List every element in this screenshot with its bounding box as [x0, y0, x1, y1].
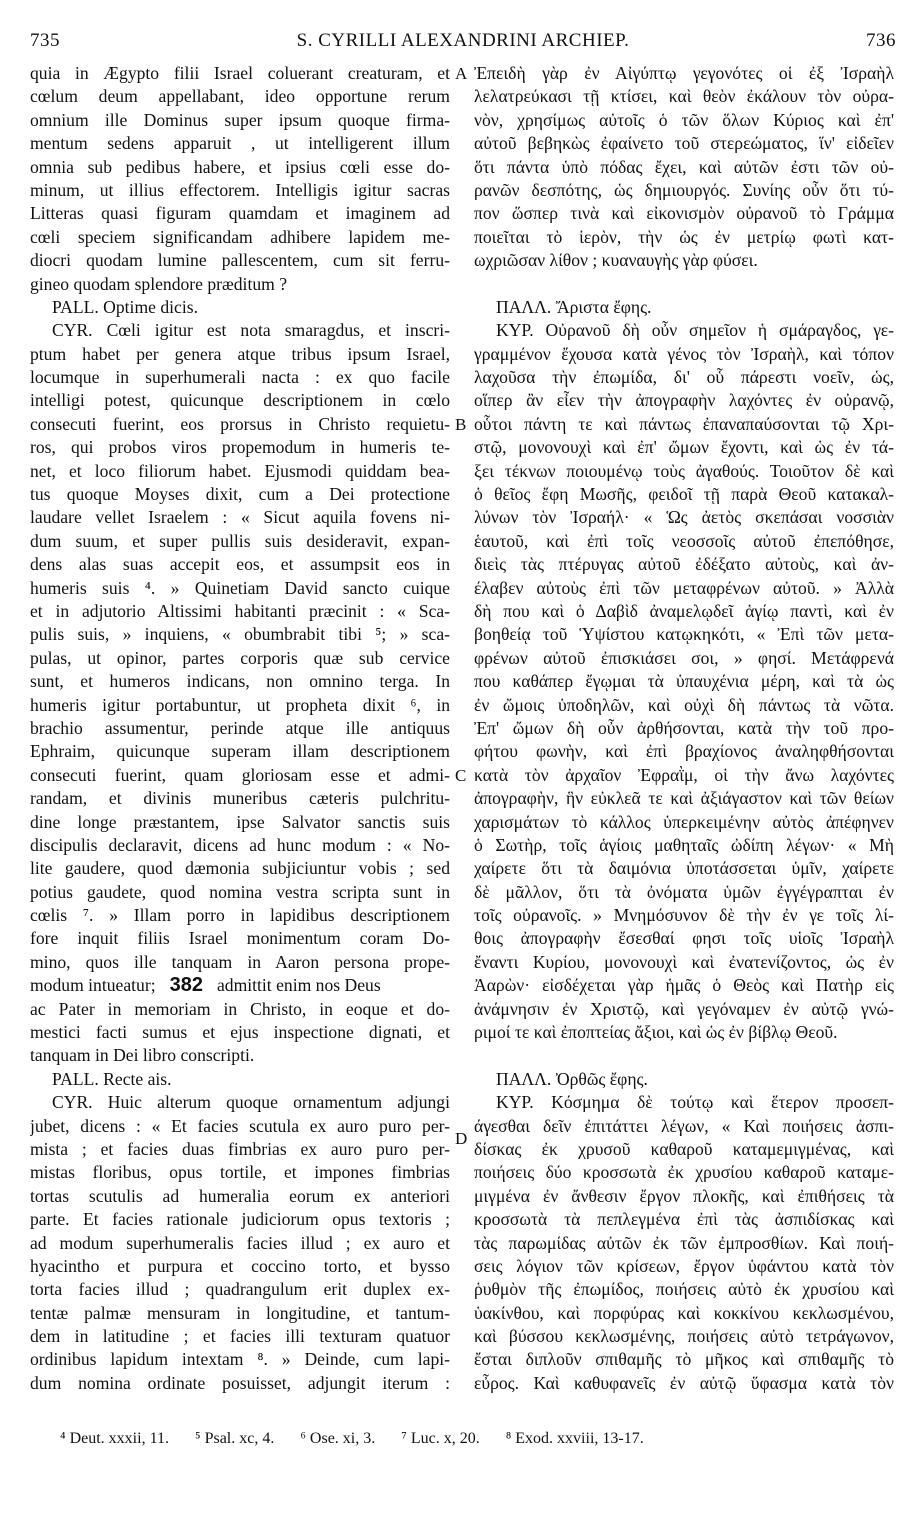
text-line: mentum sedens apparuit , ut intelligerent illum	[30, 133, 450, 154]
text-line: ros, qui probos viros propemodum in humeris te-	[30, 437, 450, 458]
text-line: locumque in superhumerali nacta : ex quo facile	[30, 367, 450, 388]
text-line: ΚΥΡ. Κόσμημα δὲ τούτῳ καὶ ἕτερον προσεπ-	[496, 1092, 894, 1113]
text-line: dem in latitudine ; et facies illi texturam quatuor	[30, 1326, 450, 1347]
text-line: humeris igitur portabuntur, ut propheta dixit ⁶, in	[30, 694, 450, 715]
text-line: ξει τέκνων ποιουμένῳ τοὺς ἀγαθούς. Τοιοῦτον δὲ καὶ	[474, 460, 894, 481]
text-line: ρανῶν δεσπότης, ὡς δημιουργός. Συνίης οὖν ὅτι τύ-	[474, 179, 894, 200]
text-line: dens alas suas accepit eos, et assumpsit eos in	[30, 554, 450, 575]
margin-letter-d: D	[455, 1129, 468, 1148]
text-line: ἐν ὤμοις ὑποδηλῶν, καὶ οὐχὶ δὴ πάντως τὰ νῶτα.	[474, 694, 894, 715]
running-header	[30, 30, 896, 56]
text-line: mestici facti sumus et ejus inspectione dignati, et	[30, 1022, 450, 1043]
text-line: sunt, et humeros indicans, non omnino terga. In	[30, 671, 450, 692]
text-line: χαίρετε ὅτι τὰ δαιμόνια ὑποτάσσεται ὑμῖν, χαίρετε	[474, 858, 894, 879]
text-line: CYR. Cœli igitur est nota smaragdus, et inscri-	[52, 320, 450, 341]
text-fragment: admittit enim nos Deus	[216, 975, 381, 996]
text-line: νὸν, χρησίμως αὐτοῖς ὁ τῶν ὅλων Κύριος καὶ ἐπ'	[474, 109, 894, 130]
text-line: intelligi potest, quicunque descriptionem in cœlo	[30, 390, 450, 411]
text-line: ὁ θεῖος ἔφη Μωσῆς, φειδοῖ τῇ παρὰ Θεοῦ κατακαλ-	[474, 484, 894, 505]
text-line: mino, quos ille tanquam in Aaron persona prope-	[30, 951, 450, 972]
text-line: ΚΥΡ. Οὐρανοῦ δὴ οὖν σημεῖον ἡ σμάραγδος, γε-	[496, 320, 894, 341]
text-line: στῷ, μονονουχὶ καὶ ἐπ' ὤμων ἔχοντι, καὶ ὡς ἐν τά-	[474, 437, 894, 458]
text-line: lite gaudere, quod dæmonia subjiciuntur vobis ; sed	[30, 858, 450, 879]
text-line: hyacintho et purpura et coccino torto, et bysso	[30, 1255, 450, 1276]
text-line: ποιήσεις δύο κροσσωτὰ ἐκ χρυσίου καθαροῦ καταμε-	[474, 1162, 894, 1183]
text-line: consecuti fuerint, quam gloriosam esse et admi-	[30, 764, 450, 785]
footnotes	[60, 1430, 880, 1448]
text-line: κατὰ τὸν ἀρχαῖον Ἐφραῒμ, οἱ τὴν ἄνω λαχόντες	[474, 764, 894, 785]
text-line: consecuti fuerint, eos prorsus in Christo requietu-	[30, 413, 450, 434]
text-line: τοῖς οὐρανοῖς. » Μνημόσυνον δὲ τὴν ἐν γε τοῖς λί-	[474, 905, 894, 926]
footnote: ⁸ Exod. xxviii, 13-17.	[505, 1430, 644, 1447]
text-line: ΠΑΛΛ. Ὀρθῶς ἔφης.	[496, 1068, 648, 1089]
text-line: Litteras quasi figuram quamdam et imaginem ad	[30, 203, 450, 224]
text-line	[474, 273, 894, 296]
text-line: pulas, ut opinor, partes corporis quæ sub cervice	[30, 647, 450, 668]
text-line: fore inquit filiis Israel monimentum coram Do-	[30, 928, 450, 949]
text-fragment: modum intueatur;	[30, 975, 156, 996]
text-line: τὰς παρωμίδας αὐτῶν ἐκ τῶν ἐμπροσθίων. Καὶ ποιή-	[474, 1232, 894, 1253]
text-line: ἀπογραφὴν, ἣν εὐκλεᾶ τε καὶ ἀξιάγαστον καὶ τῶν θείων	[474, 788, 894, 809]
text-line: έλαβεν αὐτοὺς ἐπὶ τῶν μεταφρένων αὐτοῦ. » Ἀλλὰ	[474, 577, 894, 598]
text-line: γραμμένον ἔχουσα κατὰ γένος τὸν Ἰσραὴλ, καὶ τόπον	[474, 343, 894, 364]
text-line: σεις λόγιον τῶν κρίσεων, ἔργον ὑφάντου κατὰ τὸν	[474, 1255, 894, 1276]
text-line: οὗτοι πάντη τε καὶ πάντως ἐπαναπαύσονται τῷ Χρι-	[474, 413, 894, 434]
text-line: diocri quodam lumine pallescentem, cum sit ferru-	[30, 250, 450, 271]
text-line: PALL. Optime dicis.	[52, 296, 198, 317]
text-line: ποιεῖται τὸ ἱερὸν, τὴν ὡς ἐν μετρίῳ φωτὶ κατ-	[474, 226, 894, 247]
text-line: potius gaudete, quod nomina vestra scripta sunt in	[30, 881, 450, 902]
text-line: gineo quodam splendore præditum ?	[30, 273, 288, 294]
text-line: tus quoque Moyses dixit, cum a Dei protectione	[30, 484, 450, 505]
margin-letter-c: C	[455, 766, 467, 785]
text-line: κροσσωτὰ τὰ πεπλεγμένα ἐπὶ τὰς ἀσπιδίσκας καὶ	[474, 1209, 894, 1230]
text-line: omnia sub pedibus habere, et ipsius cœli esse do-	[30, 156, 450, 177]
text-line: dum nomina ordinate posuisset, adjungit iterum :	[30, 1372, 450, 1393]
text-line	[30, 974, 450, 997]
text-line: Ἀαρὼν· εἰσδέχεται γὰρ ἡμᾶς ὁ Θεὸς καὶ Πατὴρ εἰς	[474, 975, 894, 996]
latin-column	[30, 62, 450, 1395]
text-line: ὁ Σωτὴρ, τοῖς ἁγίοις μαθηταῖς ὠδίπη λέγων· « Μὴ	[474, 834, 894, 855]
text-line: discipulis declaravit, dicens ad hunc modum : « No-	[30, 834, 450, 855]
text-line: πον ὥσπερ τινὰ καὶ εἰκονισμὸν οὐρανοῦ τὸ Γράμμα	[474, 203, 894, 224]
text-line: ΠΑΛΛ. Ἄριστα ἔφης.	[496, 296, 652, 317]
text-line: dum suum, et super pullis suis desideravit, expan-	[30, 530, 450, 551]
text-line: brachio assumentur, perinde atque ille antiquus	[30, 717, 450, 738]
text-line: ωχριῶσαν λίθον ; κυαναυγὴς γὰρ φύσει.	[474, 250, 758, 271]
margin-letter-b: B	[455, 415, 467, 434]
text-line: parte. Et facies rationale judiciorum opus textoris ;	[30, 1209, 450, 1230]
text-line: μιγμένα ἐν ἄνθεσιν ἔργον πλοκῆς, καὶ ἐπιθήσεις τὰ	[474, 1185, 894, 1206]
text-line: CYR. Huic alterum quoque ornamentum adjungi	[52, 1092, 450, 1113]
text-line: PALL. Recte ais.	[52, 1068, 172, 1089]
text-line: et in adjutorio Altissimi habitanti præcinit : « Sca-	[30, 600, 450, 621]
text-line: ριμοί τε καὶ ἐποπτείας ἄξιοι, καὶ ὡς ἐν βίβλῳ Θεοῦ.	[474, 1022, 838, 1043]
footnote: ⁶ Ose. xi, 3.	[300, 1430, 376, 1447]
page-number-left: 735	[30, 30, 60, 51]
text-line: λαχοῦσα τὴν ἐπωμίδα, δι' οὗ πάρεστι νοεῖν, ὡς,	[474, 367, 894, 388]
text-line	[474, 1044, 894, 1067]
text-line: tanquam in Dei libro conscripti.	[30, 1045, 255, 1066]
text-line: ptum habet per genera atque tribus ipsum Israel,	[30, 343, 450, 364]
text-line: οἵπερ ἂν εἶεν τὴν ἀπογραφὴν λαχόντες ἐν οὐρανῷ,	[474, 390, 894, 411]
text-line: βοηθείᾳ τοῦ Ὑψίστου κατῳκηκότι, « Ἐπὶ τῶν μετα-	[474, 624, 894, 645]
text-line: εὖρος. Καὶ καθυφανεῖς ἐν αὐτῷ ὕφασμα κατὰ τὸν	[474, 1372, 894, 1393]
text-line: ἔναντι Κυρίου, μονονουχὶ καὶ ἐνατενίζοντος, ὡς ἐν	[474, 951, 894, 972]
text-line: Ἐπ' ὤμων δὴ οὖν ἀρθήσονται, κατὰ τὴν τοῦ προ-	[474, 717, 894, 738]
text-line: quia in Ægypto filii Israel coluerant creaturam, et	[30, 63, 450, 83]
footnote: ⁴ Deut. xxxii, 11.	[60, 1430, 169, 1447]
column-number: 382	[169, 974, 203, 997]
text-line: αὐτοῦ βεβηκὼς ἐφαίνετο τοῦ στερεώματος, ἵν' εἰδεῖεν	[474, 133, 894, 154]
text-line: randam, et divinis muneribus cæteris pulchritu-	[30, 788, 450, 809]
footnote: ⁵ Psal. xc, 4.	[194, 1430, 275, 1447]
text-line: ἔσται διπλοῦν σπιθαμῆς τὸ μῆκος καὶ σπιθαμῆς τὸ	[474, 1349, 894, 1370]
text-line: δὲ μᾶλλον, ὅτι τὰ ὀνόματα ὑμῶν ἐγγέγραπται ἐν	[474, 881, 894, 902]
text-line: ἑαυτοῦ, καὶ ἐπὶ τοῖς νεοσσοῖς αὐτοῦ ἐπεπόθησε,	[474, 530, 894, 551]
text-line: φρένων αὐτοῦ ἐπισκιάσει σοι, » φησί. Μετάφρενά	[474, 647, 894, 668]
text-line: διεὶς τὰς πτέρυγας αὐτοῦ ἐδέξατο αὐτοὺς, καὶ ἀν-	[474, 554, 894, 575]
text-line: καὶ βύσσου κεκλωσμένης, ποιήσεις αὐτὸ τετράγωνον,	[474, 1326, 894, 1347]
text-line: jubet, dicens : « Et facies scutula ex auro puro per-	[30, 1115, 450, 1136]
text-line: omnium ille Dominus super ipsum quoque firma-	[30, 109, 450, 130]
text-line: που καθάπερ ἔγῳμαι τὰ ὑπαυχένια μέρη, καὶ τὰ ὡς	[474, 671, 894, 692]
text-line: Ἐπειδὴ γὰρ ἐν Αἰγύπτῳ γεγονότες οἱ ἐξ Ἰσραὴλ	[474, 63, 894, 83]
text-line: φήτου φωνὴν, καὶ ἐπὶ βραχίονος ἀναληφθήσονται	[474, 741, 894, 762]
text-line: ordinibus lapidum intextam ⁸. » Deinde, cum lapi-	[30, 1349, 450, 1370]
text-line: δὴ που καὶ ὁ Δαβὶδ ἀναμελῳδεῖ ἁγίῳ παντὶ, καὶ ἐν	[474, 600, 894, 621]
text-line: άγεσθαι δεῖν ἐπιτάττει λέγων, « Καὶ ποιήσεις ἀσπι-	[474, 1115, 894, 1136]
text-line: θοις ἀπογραφὴν ἔσεσθαί φησι τοῖς υἱοῖς Ἰσραὴλ	[474, 928, 894, 949]
text-line: ὅτι πάντα ὑπὸ πόδας ἔχει, καὶ αὐτῶν ἐστι τῶν οὐ-	[474, 156, 894, 177]
greek-column	[474, 62, 894, 1395]
text-line: cœlum deum appellabant, ideo opportune rerum	[30, 86, 450, 107]
text-line: ὑακίνθου, καὶ πορφύρας καὶ κοκκίνου κεκλωσμένου,	[474, 1302, 894, 1323]
text-line: humeris suis ⁴. » Quinetiam David sancto cuique	[30, 577, 450, 598]
text-line: laudare vellet Israelem : « Sicut aquila fovens ni-	[30, 507, 450, 528]
text-line: pulis suis, » inquiens, « obumbrabit tibi ⁵; » sca-	[30, 624, 450, 645]
text-line: net, et loco filiorum habet. Ejusmodi quiddam bea-	[30, 460, 450, 481]
text-line: tortas scutulis ad humeralia eorum ex anteriori	[30, 1185, 450, 1206]
text-line: mistas floribus, opus tortile, et impones fimbrias	[30, 1162, 450, 1183]
margin-letter-a: A	[455, 64, 468, 83]
text-line: torta facies illud ; quadrangulum erit duplex ex-	[30, 1279, 450, 1300]
text-line: Ephraim, quicunque superam illam descriptionem	[30, 741, 450, 762]
text-line: cœlis ⁷. » Illam porro in lapidibus descriptionem	[30, 905, 450, 926]
text-line: tentæ palmæ mensuram in longitudine, et tantum-	[30, 1302, 450, 1323]
text-line: λελατρεύκασι τῇ κτίσει, καὶ θεὸν ἐκάλουν τὸν οὐρα-	[474, 86, 894, 107]
text-line: ῥυθμὸν τῆς ἐπωμίδος, ποιήσεις αὐτὸ ἐκ χρυσίου καὶ	[474, 1279, 894, 1300]
text-line: δίσκας ἐκ χρυσοῦ καθαροῦ καταμεμιγμένας, καὶ	[474, 1138, 894, 1159]
text-line: dine longe præstantem, ipse Salvator sanctis suis	[30, 811, 450, 832]
text-line: λύνων τὸν Ἰσραήλ· « Ὡς ἀετὸς σκεπάσαι νοσσιὰν	[474, 507, 894, 528]
text-line: ac Pater in memoriam in Christo, in eoque et do-	[30, 998, 450, 1019]
text-line: ad modum superhumeralis facies illud ; ex auro et	[30, 1232, 450, 1253]
page-number-right: 736	[866, 30, 896, 51]
text-line: mista ; et facies duas fimbrias ex auro puro per-	[30, 1138, 450, 1159]
text-line: ἀνάμνησιν ἐν Χριστῷ, καὶ γεγόναμεν ἐν αὐτῷ γνώ-	[474, 998, 894, 1019]
text-line: cœli speciem significandam adhibere lapidem me-	[30, 226, 450, 247]
running-title: S. CYRILLI ALEXANDRINI ARCHIEP.	[296, 30, 630, 51]
text-line: χαρισμάτων τὸ κάλλος ὑπερκειμένην αὐτὸς ἀπέφηνεν	[474, 811, 894, 832]
text-line: minum, ut illius effectorem. Intelligis igitur sacras	[30, 179, 450, 200]
footnote: ⁷ Luc. x, 20.	[401, 1430, 480, 1447]
